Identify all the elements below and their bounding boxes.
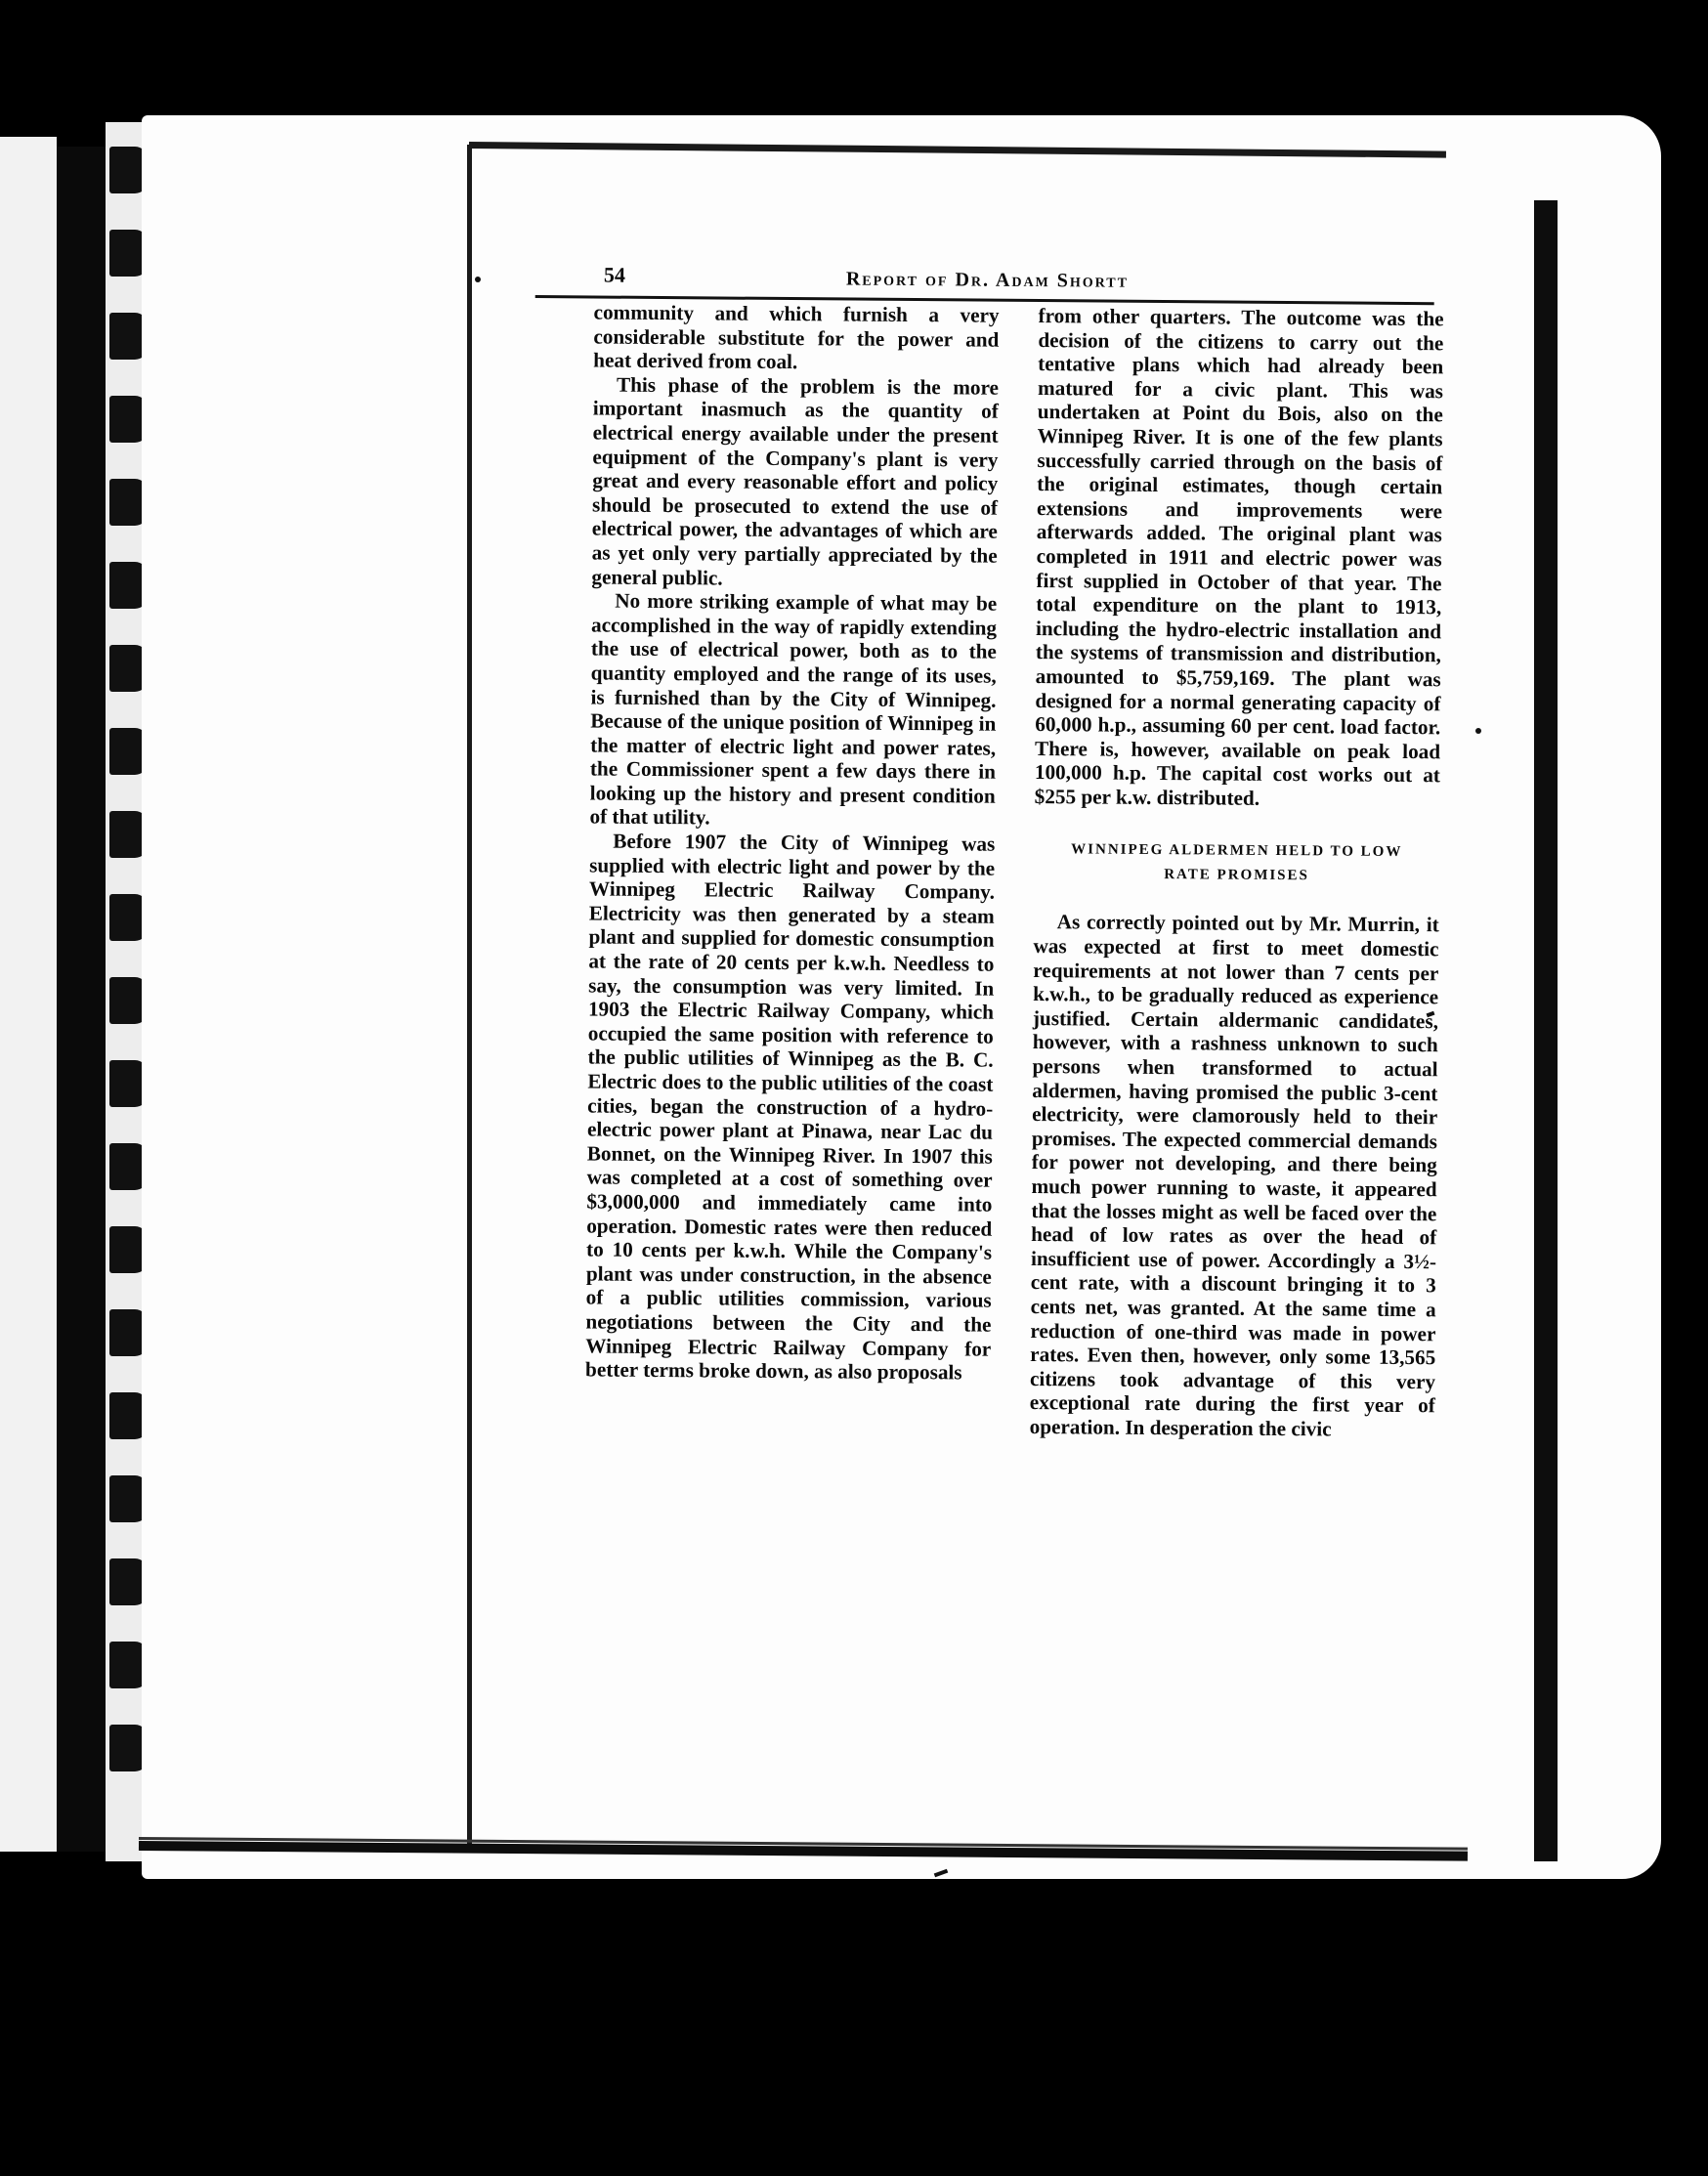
paragraph: from other quarters. The outcome was the decision of the citizens to carry out the tentative plans which had already been matured for a civic plant. This was undertaken at Point du Bois, also on the Winnipeg River. It is one of the few plants successfully carried through on the basis of the original estimates, though certain extensions and improvements were afterwards added. The original plant was completed in 1911 and electric power was first supplied in October of that year. The total expenditure on the plant to 1913, including the hydro-electric installation and the systems of transmission and distribution, amounted to $5,759,169. The plant was designed for a normal generating capacity of 60,000 h.p., assuming 60 per cent. load factor. There is, however, available on peak load 100,000 h.p. The capital cost works out at $255 per k.w. distributed.	[1034, 304, 1444, 810]
left-column	[585, 300, 1000, 1385]
paragraph: This phase of the problem is the more important inasmuch as the quantity of electrical energy available under the present equipment of the Company's plant is very great and every reasonable effort and policy should be prosecuted to extend the use of electrical power, the advantages of which are as yet only very partially appreciated by the general public.	[591, 372, 1000, 590]
scan-speck	[1475, 728, 1481, 734]
frame-right-border	[1534, 200, 1558, 1861]
section-heading-line: WINNIPEG ALDERMEN HELD TO LOW	[1071, 841, 1403, 861]
binding-gutter	[57, 147, 106, 1852]
section-heading-line: RATE PROMISES	[1164, 867, 1309, 884]
printed-page	[524, 262, 1444, 1773]
running-title: Report of Dr. Adam Shortt	[845, 268, 1130, 292]
page-number: 54	[603, 262, 625, 287]
paragraph: No more striking example of what may be accomplished in the way of rapidly extending the use of electrical power, both as to the quantity employed and the range of its uses, is furnished than by the City of Winnipeg. Because of the unique position of Winnipeg in the matter of electric light and power rates, the Commissioner spent a few days there in looking up the history and present condition of that utility.	[589, 588, 998, 830]
scan-speck	[475, 277, 481, 282]
paragraph: community and which furnish a very considerable substitute for the power and heat derived from coal.	[593, 300, 1000, 374]
section-heading	[1034, 837, 1439, 889]
paragraph: As correctly pointed out by Mr. Murrin, it was expected at first to meet domestic requirements at not lower than 7 cents per k.w.h., to be gradually reduced as experience justified. Certain aldermanic candidates, however, with a rashness unknown to such persons when transformed to actual aldermen, having promised the public 3-cent electricity, were clamorously held to their promises. The expected commercial demands for power not developing, and there being much power running to waste, it appeared that the losses might as well be faced over the head of low rates as over the head of insufficient use of power. Accordingly a 3½-cent rate, with a discount bringing it to 3 cents net, was granted. At the same time a reduction of one-third was made in power rates. Even then, however, only some 13,565 citizens took advantage of this very exceptional rate during the first year of operation. In desperation the civic	[1029, 910, 1439, 1441]
frame-left-border	[467, 145, 472, 1845]
adjacent-page-edge	[0, 137, 57, 1852]
running-head	[535, 262, 1434, 305]
right-column	[1030, 304, 1444, 1442]
paragraph: Before 1907 the City of Winnipeg was supplied with electric light and power by the Winnipeg Electric Railway Company. Electricity was then generated by a steam plant and supplied for domestic consumption at the rate of 20 cents per k.w.h. Needless to say, the consumption was very limited. In 1903 the Electric Railway Company, which occupied the same position with reference to the public utilities of Winnipeg as the B. C. Electric does to the public utilities of the coast cities, began the construction of a hydro-electric power plant at Pinawa, near Lac du Bonnet, on the Winnipeg River. In 1907 this was completed at a cost of something over $3,000,000 and immediately came into operation. Domestic rates were then reduced to 10 cents per k.w.h. While the Company's plant was under construction, in the absence of a public utilities commission, various negotiations between the City and the Winnipeg Electric Railway Company for better terms broke down, as also proposals	[585, 829, 996, 1385]
